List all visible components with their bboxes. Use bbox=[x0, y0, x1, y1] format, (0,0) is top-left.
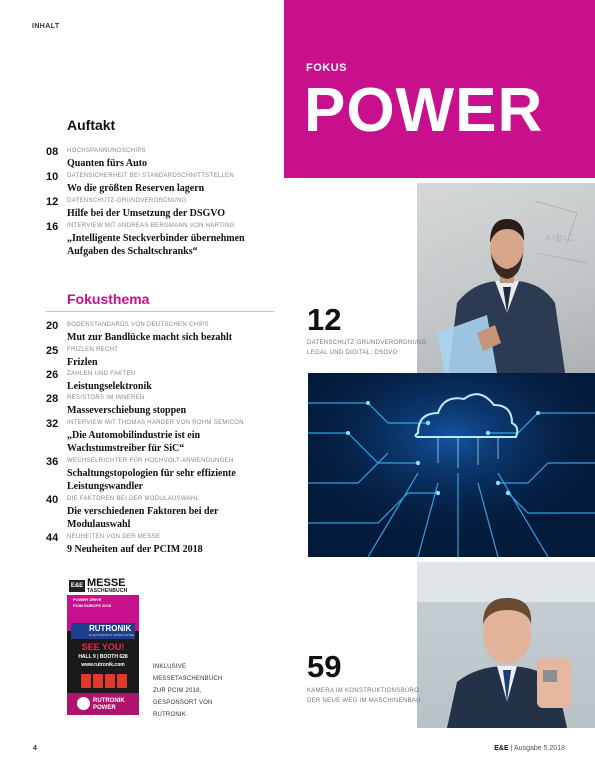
toc-title: Schaltungstopologien für sehr effiziente Leistungswandler bbox=[67, 468, 236, 492]
toc-title: Frizlen bbox=[67, 357, 98, 368]
toc-page-number: 25 bbox=[46, 345, 59, 357]
feature-caption bbox=[307, 338, 427, 358]
toc-title: „Intelligente Steckverbinder übernehmen Aufgaben des Schaltschranks“ bbox=[67, 233, 245, 257]
feature-page-number[interactable]: 12 bbox=[307, 302, 342, 337]
toc-title: Hilfe bei der Umsetzung der DSGVO bbox=[67, 208, 226, 219]
toc-page-number: 10 bbox=[46, 171, 59, 183]
toc-category: BODENSTANDARDS VON DEUTSCHEN CHIPS bbox=[67, 322, 209, 328]
svg-text:A+B=C: A+B=C bbox=[545, 233, 575, 243]
toc-page-number: 12 bbox=[46, 196, 59, 208]
messe-taschenbuch-cover[interactable] bbox=[67, 577, 139, 715]
toc-page-number: 20 bbox=[46, 320, 59, 332]
book-title: MESSE bbox=[87, 577, 126, 589]
toc-category: RESISTORS IM INNEREN bbox=[67, 395, 145, 401]
toc-title: 9 Neuheiten auf der PCIM 2018 bbox=[67, 544, 203, 555]
book-brand-sub: ELECTRONICS WORLDWIDE bbox=[89, 633, 135, 637]
toc-page-number: 28 bbox=[46, 393, 59, 405]
toc-page-number: 08 bbox=[46, 146, 59, 158]
businessman-illustration bbox=[417, 183, 595, 386]
toc-page-number: 32 bbox=[46, 418, 59, 430]
book-subtitle: TASCHENBUCH bbox=[87, 588, 128, 594]
toc-category: DATENSCHUTZ-GRUNDVERORDNUNG bbox=[67, 198, 187, 204]
inclusive-line: INKLUSIVE bbox=[153, 664, 187, 670]
issue-info bbox=[494, 745, 565, 752]
feature-caption-line: DER NEUE WEG IM MASCHINENBAU bbox=[307, 698, 421, 704]
toc-page-number: 36 bbox=[46, 456, 59, 468]
feature-photo-circuit-cloud bbox=[308, 373, 595, 557]
page-number: 4 bbox=[33, 745, 37, 752]
toc-title: Die verschiedenen Faktoren bei der Modulauswahl bbox=[67, 506, 219, 530]
toc-page-number: 44 bbox=[46, 532, 59, 544]
issue-label: | Ausgabe 5.2018 bbox=[510, 745, 565, 752]
book-pink-line: PCIM EUROPE 2018 bbox=[73, 603, 112, 608]
toc-title: Quanten fürs Auto bbox=[67, 158, 148, 169]
toc-page-number: 40 bbox=[46, 494, 59, 506]
auftakt-heading: Auftakt bbox=[67, 117, 116, 133]
toc-category: NEUHEITEN VON DER MESSE bbox=[67, 534, 161, 540]
feature-caption-line: DATENSCHUTZ-GRUNDVERORDNUNG bbox=[307, 340, 427, 346]
feature-page-number[interactable]: 59 bbox=[307, 649, 342, 684]
feature-photo-businessman bbox=[417, 183, 595, 386]
circuit-cloud-illustration bbox=[308, 373, 595, 557]
section-divider bbox=[46, 311, 274, 312]
fokusthema-heading: Fokusthema bbox=[67, 291, 150, 307]
toc-title: Masseverschiebung stoppen bbox=[67, 405, 187, 416]
toc-category: WECHSELRICHTER FÜR HOCHVOLT-ANWENDUNGEN bbox=[67, 458, 234, 464]
feature-photo-engineer bbox=[417, 562, 595, 728]
product-icon bbox=[93, 674, 103, 688]
book-footer-text bbox=[93, 698, 125, 712]
inclusive-line: RUTRONIK bbox=[153, 712, 186, 718]
book-pink-text bbox=[73, 597, 111, 609]
toc-title: Wo die größten Reserven lagern bbox=[67, 183, 205, 194]
toc-page-number: 26 bbox=[46, 369, 59, 381]
book-footer-line: RUTRONIK bbox=[93, 698, 125, 704]
toc-category: DIE FAKTOREN BEI DER MODULAUSWAHL bbox=[67, 496, 200, 502]
feature-caption-line: LEGAL UND DIGITAL: DSGVO bbox=[307, 350, 398, 356]
fokus-title: POWER bbox=[304, 76, 544, 145]
magazine-brand: E&E bbox=[494, 745, 509, 752]
book-brand: RUTRONIK bbox=[89, 624, 132, 633]
toc-page-number: 16 bbox=[46, 221, 59, 233]
book-logo: E&E bbox=[69, 580, 85, 592]
book-footer-line: POWER bbox=[93, 705, 116, 711]
toc-category: FRIZLEN RECHT bbox=[67, 347, 119, 353]
feature-caption-line: KAMERA IM KONSTRUKTIONSBÜRO bbox=[307, 688, 420, 694]
product-icon bbox=[105, 674, 115, 688]
toc-category: INTERVIEW MIT ANDREAS BERGMANN VON HARTING bbox=[67, 223, 235, 229]
fokus-kicker: FOKUS bbox=[306, 62, 347, 74]
toc-category: HOCHSPANNUNGSCHIPS bbox=[67, 148, 146, 154]
book-pink-line: POWER DRIVE bbox=[73, 597, 102, 602]
toc-title: Mut zur Bandlücke macht sich bezahlt bbox=[67, 332, 233, 343]
inclusive-note bbox=[153, 661, 222, 721]
book-product-icons bbox=[81, 674, 127, 688]
inclusive-line: ZUR PCIM 2018, bbox=[153, 688, 202, 694]
book-hall: HALL 9 | BOOTH 628 bbox=[78, 654, 128, 660]
engineer-illustration bbox=[417, 562, 595, 728]
toc-title: Leistungselektronik bbox=[67, 381, 152, 392]
toc-category: INTERVIEW MIT THOMAS HARDER VON ROHM SEMICON bbox=[67, 420, 244, 426]
inclusive-line: GESPONSORT VON bbox=[153, 700, 213, 706]
toc-category: DATENSICHERHEIT BEI STANDARDSCHNITTSTELLEN bbox=[67, 173, 234, 179]
section-label: INHALT bbox=[32, 23, 60, 30]
rutronik-logo-icon bbox=[77, 697, 90, 710]
book-see-you: SEE YOU! bbox=[81, 642, 125, 652]
product-icon bbox=[117, 674, 127, 688]
inclusive-line: MESSETASCHENBUCH bbox=[153, 676, 223, 682]
product-icon bbox=[81, 674, 91, 688]
toc-category: ZAHLEN UND FAKTEN bbox=[67, 371, 136, 377]
toc-title: „Die Automobilindustrie ist ein Wachstumstreiber für SiC“ bbox=[67, 430, 201, 454]
feature-caption bbox=[307, 686, 421, 706]
book-web: www.rutronik.com bbox=[81, 662, 125, 668]
